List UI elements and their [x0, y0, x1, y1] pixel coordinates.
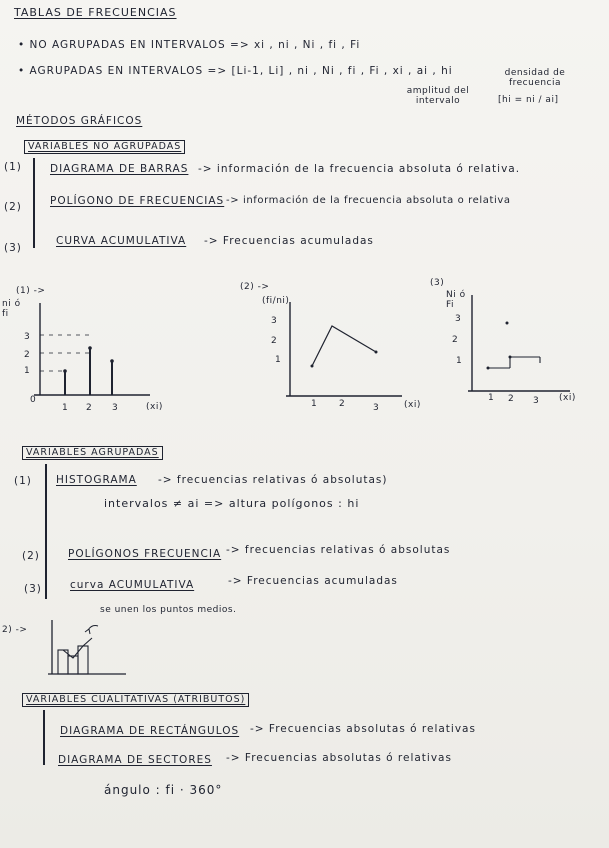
origin-tick: 0 — [30, 395, 37, 405]
y-tick: 3 — [271, 316, 278, 326]
agrupadas-line: • AGRUPADAS EN INTERVALOS => [Li-1, Li] , ni , Ni , fi , Fi , xi , ai , hi — [18, 65, 453, 77]
hist-graph-note: se unen los puntos medios. — [100, 605, 237, 615]
x-label: (xi) — [404, 400, 421, 410]
item-name: DIAGRAMA DE BARRAS — [50, 163, 189, 175]
x-tick: 1 — [311, 399, 318, 409]
item-name: CURVA ACUMULATIVA — [56, 235, 187, 247]
item-name: curva ACUMULATIVA — [70, 579, 195, 591]
item-name: HISTOGRAMA — [56, 474, 137, 486]
hi-label: densidad de frecuencia — [504, 68, 566, 89]
item-name: POLÍGONOS FRECUENCIA — [68, 548, 222, 560]
y-tick: 2 — [24, 350, 31, 360]
graph1-ylabel: ni ó fi — [2, 299, 21, 319]
x-label: (xi) — [559, 393, 576, 403]
x-tick: 2 — [508, 394, 515, 404]
y-tick: 3 — [455, 314, 462, 324]
no-agrupadas-line: • NO AGRUPADAS EN INTERVALOS => xi , ni , Ni , fi , Fi — [18, 39, 361, 51]
x-tick: 3 — [373, 403, 380, 413]
item-num: (2) — [4, 201, 22, 213]
item-desc: -> frecuencias relativas ó absolutas) — [158, 474, 388, 486]
item-num: (1) — [4, 161, 22, 173]
agrupadas-header: VARIABLES AGRUPADAS — [22, 446, 163, 460]
item-name: DIAGRAMA DE RECTÁNGULOS — [60, 725, 240, 737]
hist-note: intervalos ≠ ai => altura polígonos : hi — [104, 497, 360, 510]
y-tick: 2 — [452, 335, 459, 345]
item-desc: -> información de la frecuencia absoluta o relativa — [226, 195, 511, 206]
hist-graph-label: 2) -> — [2, 625, 28, 635]
metodos-graficos-heading: MÉTODOS GRÁFICOS — [16, 115, 143, 127]
item-num: (3) — [24, 583, 42, 595]
x-tick: 2 — [339, 399, 346, 409]
item-num: (1) — [14, 475, 32, 487]
cumulative-graph — [460, 285, 609, 405]
bracket-line — [45, 464, 47, 599]
graph2-ylabel: (fi/ni) — [262, 296, 290, 306]
graph3-label: (3) — [430, 278, 445, 288]
item-desc: -> Frecuencias acumuladas — [204, 235, 374, 247]
cualitativas-header: VARIABLES CUALITATIVAS (ATRIBUTOS) — [22, 693, 249, 707]
polygon-graph — [272, 290, 422, 410]
bracket-line — [33, 158, 35, 248]
item-desc: -> información de la frecuencia absoluta ó relativa. — [198, 163, 521, 175]
x-tick: 3 — [112, 403, 119, 413]
angle-formula: ángulo : fi · 360° — [104, 783, 223, 797]
page-title: TABLAS DE FRECUENCIAS — [14, 6, 177, 19]
ai-label: amplitud del intervalo — [406, 86, 470, 107]
item-name: POLÍGONO DE FRECUENCIAS — [50, 195, 225, 207]
x-tick: 2 — [86, 403, 93, 413]
y-tick: 1 — [275, 355, 282, 365]
y-tick: 1 — [24, 366, 31, 376]
item-num: (2) — [22, 550, 40, 562]
histogram-sketch — [40, 612, 130, 682]
y-tick: 1 — [456, 356, 463, 366]
x-tick: 1 — [62, 403, 69, 413]
graph1-label: (1) -> — [16, 286, 46, 296]
item-desc: -> Frecuencias absolutas ó relativas — [226, 752, 452, 764]
item-desc: -> Frecuencias absolutas ó relativas — [250, 723, 476, 735]
bracket-line — [43, 710, 45, 765]
y-tick: 3 — [24, 332, 31, 342]
item-name: DIAGRAMA DE SECTORES — [58, 754, 212, 766]
item-desc: -> frecuencias relativas ó absolutas — [226, 544, 451, 556]
item-desc: -> Frecuencias acumuladas — [228, 575, 398, 587]
y-tick: 2 — [271, 336, 278, 346]
graph3-ylabel: Ni ó Fi — [446, 290, 466, 310]
x-tick: 1 — [488, 393, 495, 403]
hi-formula: [hi = ni / ai] — [498, 95, 559, 105]
item-num: (3) — [4, 242, 22, 254]
no-agrupadas-header: VARIABLES NO AGRUPADAS — [24, 140, 185, 154]
x-label: (xi) — [146, 402, 163, 412]
graph2-label: (2) -> — [240, 282, 270, 292]
x-tick: 3 — [533, 396, 540, 406]
